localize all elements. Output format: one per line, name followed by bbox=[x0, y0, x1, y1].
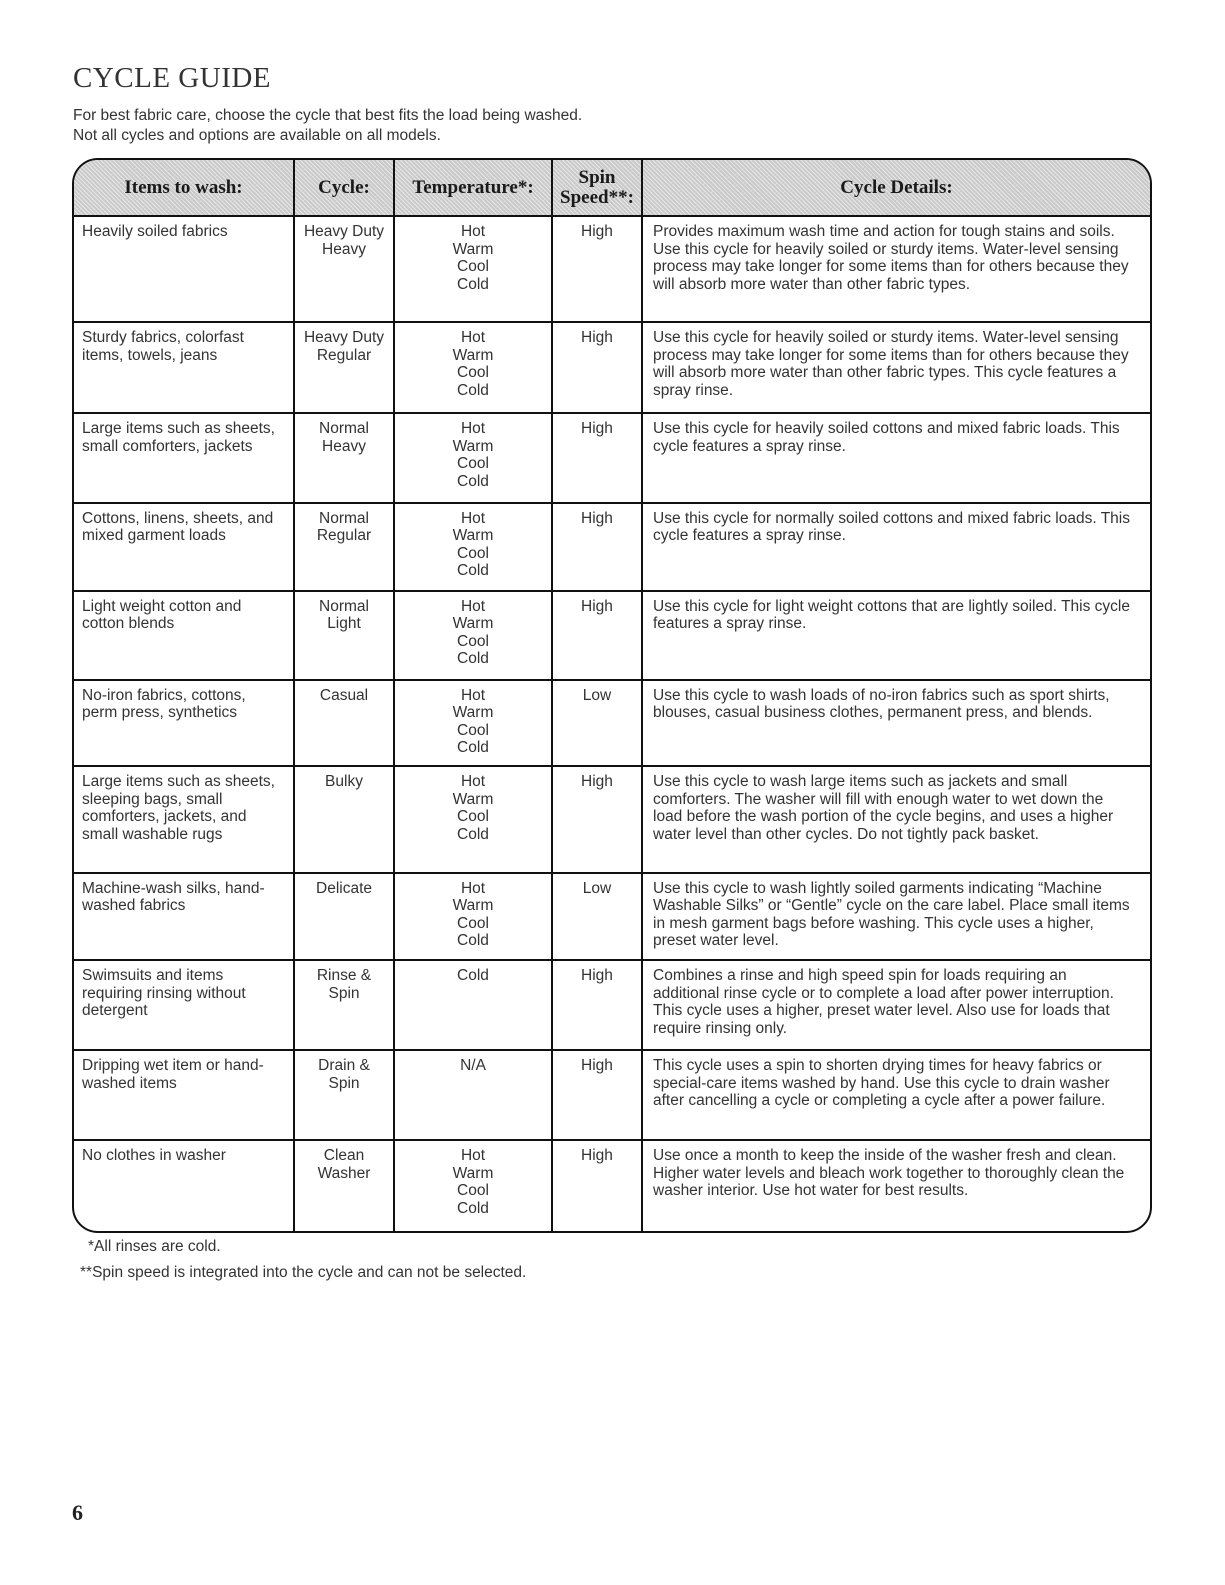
temperature-option: Cold bbox=[457, 932, 489, 950]
table-row bbox=[74, 216, 1150, 322]
temperature-option: Cool bbox=[457, 632, 489, 650]
table-row bbox=[74, 873, 1150, 961]
temperature-option: Cold bbox=[457, 275, 489, 293]
cell-items-to-wash: Large items such as sheets, small comforters, jackets bbox=[74, 413, 294, 503]
temperature-option: Cool bbox=[457, 721, 489, 739]
temperature-option: Cold bbox=[457, 562, 489, 580]
temperature-option: Warm bbox=[452, 437, 494, 455]
cycle-name-line: Normal bbox=[319, 597, 369, 615]
cycle-name-line: Heavy bbox=[322, 240, 366, 258]
cell-cycle-details: Use this cycle for heavily soiled or sturdy items. Water-level sensing process may take longer for some items than for others because they will absorb more water than other fabric types. This cycle features a spray rinse. bbox=[642, 322, 1150, 413]
cell-items-to-wash: Cottons, linens, sheets, and mixed garment loads bbox=[74, 503, 294, 591]
temperature-option: Hot bbox=[460, 597, 486, 615]
table-row bbox=[74, 591, 1150, 680]
temperature-option: Cold bbox=[457, 1199, 489, 1217]
cell-cycle-details: Use this cycle to wash large items such as jackets and small comforters. The washer will fill with enough water to wet down the load before the wash portion of the cycle begins, and uses a higher water level than other cycles. Do not tightly pack basket. bbox=[642, 766, 1150, 872]
temperature-option: Warm bbox=[452, 1164, 494, 1182]
temperature-option: Hot bbox=[460, 223, 486, 240]
cycle-name-line: Light bbox=[327, 615, 361, 633]
intro-line: For best fabric care, choose the cycle that best fits the load being washed. bbox=[73, 107, 583, 124]
cell-items-to-wash: Machine-wash silks, hand-washed fabrics bbox=[74, 873, 294, 961]
cycle-name-line: Bulky bbox=[325, 773, 363, 791]
cell-temperature bbox=[394, 1140, 552, 1231]
header-spin-line: Speed**: bbox=[560, 186, 634, 208]
cell-cycle-details: Combines a rinse and high speed spin for loads requiring an additional rinse cycle or to complete a load after power interruption. This cycle uses a higher, preset water level. Also use for loads that require rinsing only. bbox=[642, 960, 1150, 1050]
cell-items-to-wash: No-iron fabrics, cottons, perm press, synthetics bbox=[74, 680, 294, 767]
cell-items-to-wash: Swimsuits and items requiring rinsing without detergent bbox=[74, 960, 294, 1050]
cell-spin-speed: High bbox=[552, 591, 642, 680]
cell-spin-speed: High bbox=[552, 1050, 642, 1140]
cell-items-to-wash: Light weight cotton and cotton blends bbox=[74, 591, 294, 680]
cell-temperature bbox=[394, 413, 552, 503]
temperature-option: Hot bbox=[460, 879, 486, 897]
temperature-option: N/A bbox=[460, 1057, 486, 1075]
temperature-option: Hot bbox=[460, 509, 486, 527]
cycle-name-line: Heavy Duty bbox=[303, 329, 385, 347]
temperature-option: Cool bbox=[457, 1182, 489, 1200]
cycle-name-line: Spin bbox=[328, 1074, 360, 1092]
cell-cycle bbox=[294, 766, 394, 872]
temperature-option: Hot bbox=[460, 329, 486, 347]
cycle-name-line: Washer bbox=[317, 1164, 371, 1182]
page-number: 6 bbox=[72, 1500, 83, 1525]
cell-temperature bbox=[394, 873, 552, 961]
cell-cycle-details: Use this cycle to wash loads of no-iron fabrics such as sport shirts, blouses, casual business clothes, permanent press, and blends. bbox=[642, 680, 1150, 767]
temperature-option: Warm bbox=[452, 346, 494, 364]
temperature-option: Cool bbox=[457, 364, 489, 382]
table-row bbox=[74, 1050, 1150, 1140]
intro-line: Not all cycles and options are available on all models. bbox=[73, 127, 441, 144]
temperature-option: Cold bbox=[457, 650, 489, 668]
header-spin-speed bbox=[552, 160, 642, 216]
cell-spin-speed: High bbox=[552, 322, 642, 413]
header-items: Items to wash: bbox=[74, 160, 294, 216]
cell-spin-speed: Low bbox=[552, 680, 642, 767]
temperature-option: Warm bbox=[452, 897, 494, 915]
temperature-option: Cold bbox=[457, 967, 489, 985]
cell-cycle-details: Provides maximum wash time and action for tough stains and soils. Use this cycle for heavily soiled or sturdy items. Water-level sensing process may take longer for some items than for others because they will absorb more water than other fabric types. bbox=[642, 216, 1150, 322]
cell-spin-speed: High bbox=[552, 413, 642, 503]
temperature-option: Cold bbox=[457, 472, 489, 490]
cell-spin-speed: High bbox=[552, 216, 642, 322]
cycle-name-line: Spin bbox=[328, 984, 360, 1002]
cycle-guide-table bbox=[74, 160, 1150, 1231]
temperature-option: Cool bbox=[457, 258, 489, 275]
temperature-option: Cold bbox=[457, 825, 489, 843]
footnotes bbox=[80, 1234, 526, 1286]
cell-items-to-wash: Sturdy fabrics, colorfast items, towels, jeans bbox=[74, 322, 294, 413]
cell-cycle bbox=[294, 322, 394, 413]
cell-temperature bbox=[394, 1050, 552, 1140]
cycle-name-line: Drain & bbox=[318, 1057, 370, 1075]
footnote-spin-speed: **Spin speed is integrated into the cycle and can not be selected. bbox=[80, 1264, 527, 1281]
header-cycle-details: Cycle Details: bbox=[642, 160, 1150, 216]
cell-temperature bbox=[394, 766, 552, 872]
cell-temperature bbox=[394, 591, 552, 680]
cell-cycle bbox=[294, 591, 394, 680]
temperature-option: Cool bbox=[457, 914, 489, 932]
cell-cycle bbox=[294, 503, 394, 591]
table-row bbox=[74, 322, 1150, 413]
cell-cycle bbox=[294, 680, 394, 767]
page-title: CYCLE GUIDE bbox=[73, 62, 272, 94]
temperature-option: Warm bbox=[452, 704, 494, 722]
cycle-name-line: Heavy bbox=[322, 437, 366, 455]
table-body bbox=[74, 216, 1150, 1231]
temperature-option: Cool bbox=[457, 455, 489, 473]
cell-spin-speed: High bbox=[552, 503, 642, 591]
temperature-option: Hot bbox=[460, 1147, 486, 1165]
cell-cycle-details: Use this cycle for heavily soiled cottons and mixed fabric loads. This cycle features a spray rinse. bbox=[642, 413, 1150, 503]
cell-temperature bbox=[394, 680, 552, 767]
cell-cycle-details: Use this cycle for light weight cottons that are lightly soiled. This cycle features a spray rinse. bbox=[642, 591, 1150, 680]
cycle-name-line: Clean bbox=[323, 1147, 365, 1165]
cycle-name-line: Heavy Duty bbox=[303, 223, 385, 240]
intro-text bbox=[73, 106, 582, 146]
cell-cycle bbox=[294, 1140, 394, 1231]
temperature-option: Cold bbox=[457, 739, 489, 757]
cell-spin-speed: High bbox=[552, 1140, 642, 1231]
cycle-name-line: Regular bbox=[316, 527, 372, 545]
cell-cycle-details: Use this cycle to wash lightly soiled garments indicating “Machine Washable Silks” or “Gentle” cycle on the care label. Place small items in mesh garment bags before washing. This cycle uses a higher, preset water level. bbox=[642, 873, 1150, 961]
temperature-option: Cold bbox=[457, 381, 489, 399]
temperature-option: Hot bbox=[460, 773, 486, 791]
cycle-name-line: Normal bbox=[319, 420, 369, 438]
cell-cycle-details: Use this cycle for normally soiled cottons and mixed fabric loads. This cycle features a spray rinse. bbox=[642, 503, 1150, 591]
table-row bbox=[74, 413, 1150, 503]
cell-items-to-wash: Large items such as sheets, sleeping bags, small comforters, jackets, and small washable rugs bbox=[74, 766, 294, 872]
cell-items-to-wash: No clothes in washer bbox=[74, 1140, 294, 1231]
cell-cycle bbox=[294, 216, 394, 322]
table-row bbox=[74, 960, 1150, 1050]
table-row bbox=[74, 680, 1150, 767]
header-cycle: Cycle: bbox=[294, 160, 394, 216]
temperature-option: Warm bbox=[452, 240, 494, 258]
cycle-name-line: Normal bbox=[319, 509, 369, 527]
temperature-option: Warm bbox=[452, 615, 494, 633]
temperature-option: Hot bbox=[460, 686, 486, 704]
table-row bbox=[74, 503, 1150, 591]
cell-temperature bbox=[394, 322, 552, 413]
cell-temperature bbox=[394, 960, 552, 1050]
table-row bbox=[74, 1140, 1150, 1231]
temperature-option: Warm bbox=[452, 790, 494, 808]
cycle-guide-table-frame bbox=[72, 158, 1152, 1233]
table-header-row bbox=[74, 160, 1150, 216]
temperature-option: Cool bbox=[457, 808, 489, 826]
cycle-name-line: Delicate bbox=[316, 879, 372, 897]
cell-spin-speed: High bbox=[552, 960, 642, 1050]
cell-items-to-wash: Heavily soiled fabrics bbox=[74, 216, 294, 322]
cell-spin-speed: Low bbox=[552, 873, 642, 961]
temperature-option: Warm bbox=[452, 527, 494, 545]
cell-cycle-details: This cycle uses a spin to shorten drying times for heavy fabrics or special-care items washed by hand. Use this cycle to drain washer after cancelling a cycle or completing a cycle after a power failure. bbox=[642, 1050, 1150, 1140]
table-row bbox=[74, 766, 1150, 872]
cell-items-to-wash: Dripping wet item or hand-washed items bbox=[74, 1050, 294, 1140]
cell-spin-speed: High bbox=[552, 766, 642, 872]
header-spin-line: Spin bbox=[578, 166, 616, 188]
cell-cycle bbox=[294, 413, 394, 503]
cell-cycle bbox=[294, 1050, 394, 1140]
temperature-option: Hot bbox=[460, 420, 486, 438]
header-temperature: Temperature*: bbox=[394, 160, 552, 216]
cell-temperature bbox=[394, 216, 552, 322]
cell-cycle-details: Use once a month to keep the inside of the washer fresh and clean. Higher water levels and bleach work together to thoroughly clean the washer interior. Use hot water for best results. bbox=[653, 1147, 1125, 1200]
cycle-name-line: Rinse & bbox=[316, 967, 372, 985]
cell-temperature bbox=[394, 503, 552, 591]
cell-cycle bbox=[294, 960, 394, 1050]
cell-cycle bbox=[294, 873, 394, 961]
cycle-name-line: Casual bbox=[319, 686, 369, 704]
temperature-option: Cool bbox=[457, 544, 489, 562]
cycle-name-line: Regular bbox=[316, 346, 372, 364]
footnote-rinses: *All rinses are cold. bbox=[88, 1238, 221, 1255]
